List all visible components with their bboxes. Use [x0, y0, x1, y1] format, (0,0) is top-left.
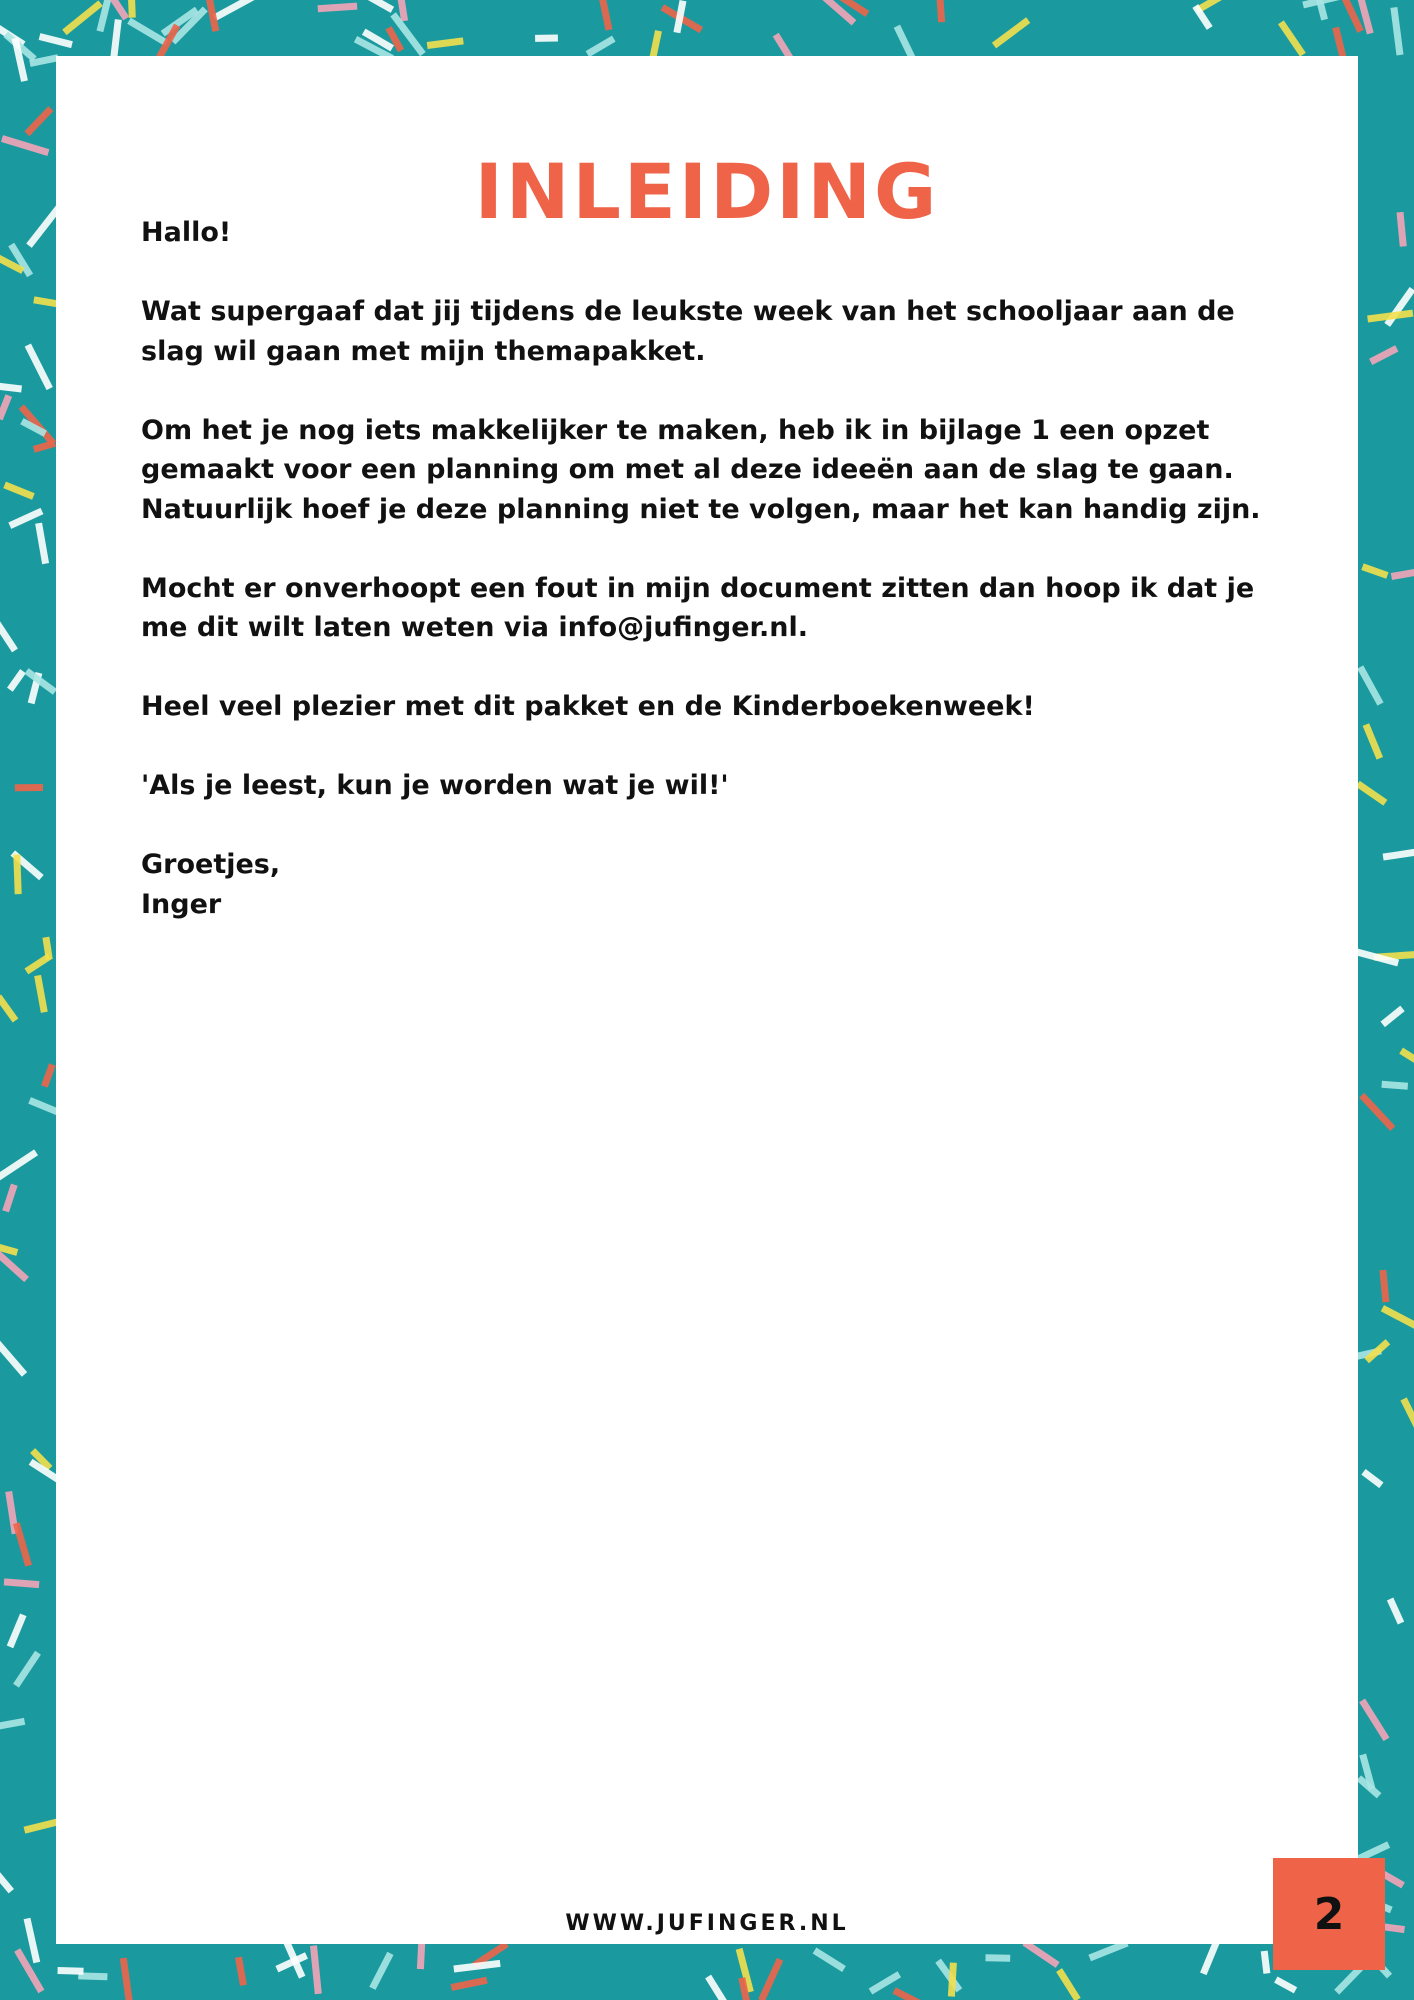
confetti-sprinkle	[34, 443, 55, 449]
confetti-sprinkle	[24, 1821, 59, 1830]
confetti-sprinkle	[1383, 1008, 1403, 1024]
confetti-sprinkle	[372, 1953, 390, 1988]
confetti-sprinkle	[894, 1991, 927, 2000]
confetti-sprinkle	[38, 976, 45, 1013]
paragraph-quote: 'Als je leest, kun je worden wat je wil!'	[141, 770, 729, 801]
confetti-sprinkle	[215, 0, 259, 18]
confetti-sprinkle	[454, 1963, 500, 1969]
confetti-sprinkle	[1382, 1084, 1408, 1086]
confetti-sprinkle	[28, 345, 50, 389]
confetti-sprinkle	[0, 1341, 25, 1375]
confetti-sprinkle	[1276, 1980, 1296, 1991]
confetti-sprinkle	[369, 0, 393, 10]
confetti-sprinkle	[427, 41, 463, 46]
confetti-sprinkle	[1362, 1700, 1386, 1739]
confetti-sprinkle	[587, 39, 613, 55]
confetti-sprinkle	[129, 21, 167, 43]
confetti-sprinkle	[1281, 22, 1303, 54]
confetti-sprinkle	[34, 300, 58, 304]
confetti-sprinkle	[1383, 1270, 1386, 1302]
confetti-sprinkle	[994, 20, 1028, 45]
confetti-sprinkle	[0, 1152, 36, 1178]
confetti-sprinkle	[1363, 567, 1388, 576]
confetti-sprinkle	[1362, 1095, 1393, 1128]
confetti-sprinkle	[951, 1963, 953, 1997]
confetti-sprinkle	[1404, 1399, 1414, 1438]
confetti-sprinkle	[17, 855, 18, 895]
confetti-sprinkle	[1368, 313, 1413, 319]
confetti-sprinkle	[1364, 1472, 1382, 1486]
page-sheet	[56, 56, 1358, 1944]
confetti-sprinkle	[29, 207, 59, 245]
confetti-sprinkle	[677, 1, 683, 33]
confetti-sprinkle	[1358, 784, 1386, 803]
confetti-sprinkle	[815, 1951, 845, 1970]
confetti-sprinkle	[318, 6, 357, 9]
confetti-sprinkle	[0, 613, 15, 651]
confetti-sprinkle	[16, 1523, 28, 1566]
confetti-sprinkle	[27, 1919, 37, 1963]
confetti-sprinkle	[761, 1959, 780, 2000]
confetti-sprinkle	[1371, 348, 1397, 362]
paragraph-errors: Mocht er onverhoopt een fout in mijn document zitten dan hoop ik dat je me dit wilt laten weten via info@jufinger.nl.	[141, 572, 1255, 643]
confetti-sprinkle	[1382, 1308, 1414, 1327]
confetti-sprinkle	[58, 1971, 84, 1972]
paragraph-fun: Heel veel plezier met dit pakket en de Kinderboekenweek!	[141, 691, 1035, 722]
confetti-sprinkle	[1401, 1051, 1414, 1063]
confetti-sprinkle	[4, 1582, 39, 1585]
confetti-sprinkle	[601, 0, 609, 30]
confetti-sprinkle	[208, 0, 216, 31]
confetti-sprinkle	[1400, 212, 1403, 246]
confetti-sprinkle	[46, 937, 49, 959]
confetti-sprinkle	[1059, 1970, 1078, 2000]
confetti-sprinkle	[40, 37, 73, 45]
page-title: INLEIDING	[474, 147, 940, 236]
paragraph-greeting: Hallo!	[141, 217, 232, 248]
confetti-sprinkle	[940, 0, 942, 22]
paragraph-planning: Om het je nog iets makkelijker te maken, heb ik in bijlage 1 een opzet gemaakt voor een planning om met al deze ideeën aan de slag te gaan. Natuurlijk hoef je deze planning niet te volgen, maar het kan handig zijn.	[141, 414, 1261, 525]
footer-website: WWW.JUFINGER.NL	[565, 1911, 849, 1936]
confetti-sprinkle	[1090, 1943, 1128, 1958]
confetti-sprinkle	[0, 1872, 11, 1891]
letter-body	[141, 213, 1301, 924]
confetti-sprinkle	[16, 1653, 38, 1686]
confetti-sprinkle	[5, 485, 34, 497]
confetti-sprinkle	[44, 1065, 52, 1087]
confetti-sprinkle	[1390, 1599, 1401, 1623]
confetti-sprinkle	[6, 1185, 15, 1212]
confetti-sprinkle	[314, 1946, 319, 1994]
confetti-sprinkle	[1024, 1943, 1057, 1966]
confetti-sprinkle	[1383, 851, 1414, 857]
confetti-sprinkle	[78, 1976, 107, 1977]
confetti-sprinkle	[64, 3, 100, 32]
confetti-sprinkle	[1391, 571, 1414, 576]
confetti-sprinkle	[2, 139, 48, 153]
confetti-sprinkle	[1366, 725, 1380, 759]
confetti-sprinkle	[27, 109, 51, 134]
confetti-sprinkle	[131, 0, 132, 18]
confetti-sprinkle	[708, 1977, 731, 2000]
confetti-sprinkle	[0, 1721, 25, 1726]
confetti-sprinkle	[0, 396, 9, 420]
confetti-sprinkle	[1387, 289, 1412, 325]
confetti-sprinkle	[0, 997, 16, 1021]
confetti-sprinkle	[10, 671, 23, 690]
closing-greeting: Groetjes,	[141, 849, 281, 880]
confetti-sprinkle	[239, 1957, 244, 1985]
confetti-sprinkle	[420, 1943, 421, 1969]
confetti-sprinkle	[1264, 1951, 1267, 1973]
closing-signature: Inger	[141, 888, 222, 920]
confetti-sprinkle	[39, 523, 46, 563]
confetti-sprinkle	[1344, 0, 1360, 31]
confetti-sprinkle	[123, 1958, 129, 2000]
confetti-sprinkle	[1394, 7, 1400, 55]
confetti-sprinkle	[451, 1980, 487, 1987]
confetti-sprinkle	[0, 1244, 17, 1253]
confetti-sprinkle	[0, 386, 22, 389]
confetti-sprinkle	[1360, 667, 1380, 704]
confetti-sprinkle	[10, 1615, 23, 1647]
paragraph-intro: Wat supergaaf dat jij tijdens de leukste week van het schooljaar aan de slag wil gaan met mijn themapakket.	[141, 296, 1235, 367]
page-number-badge: 2	[1273, 1858, 1385, 1970]
